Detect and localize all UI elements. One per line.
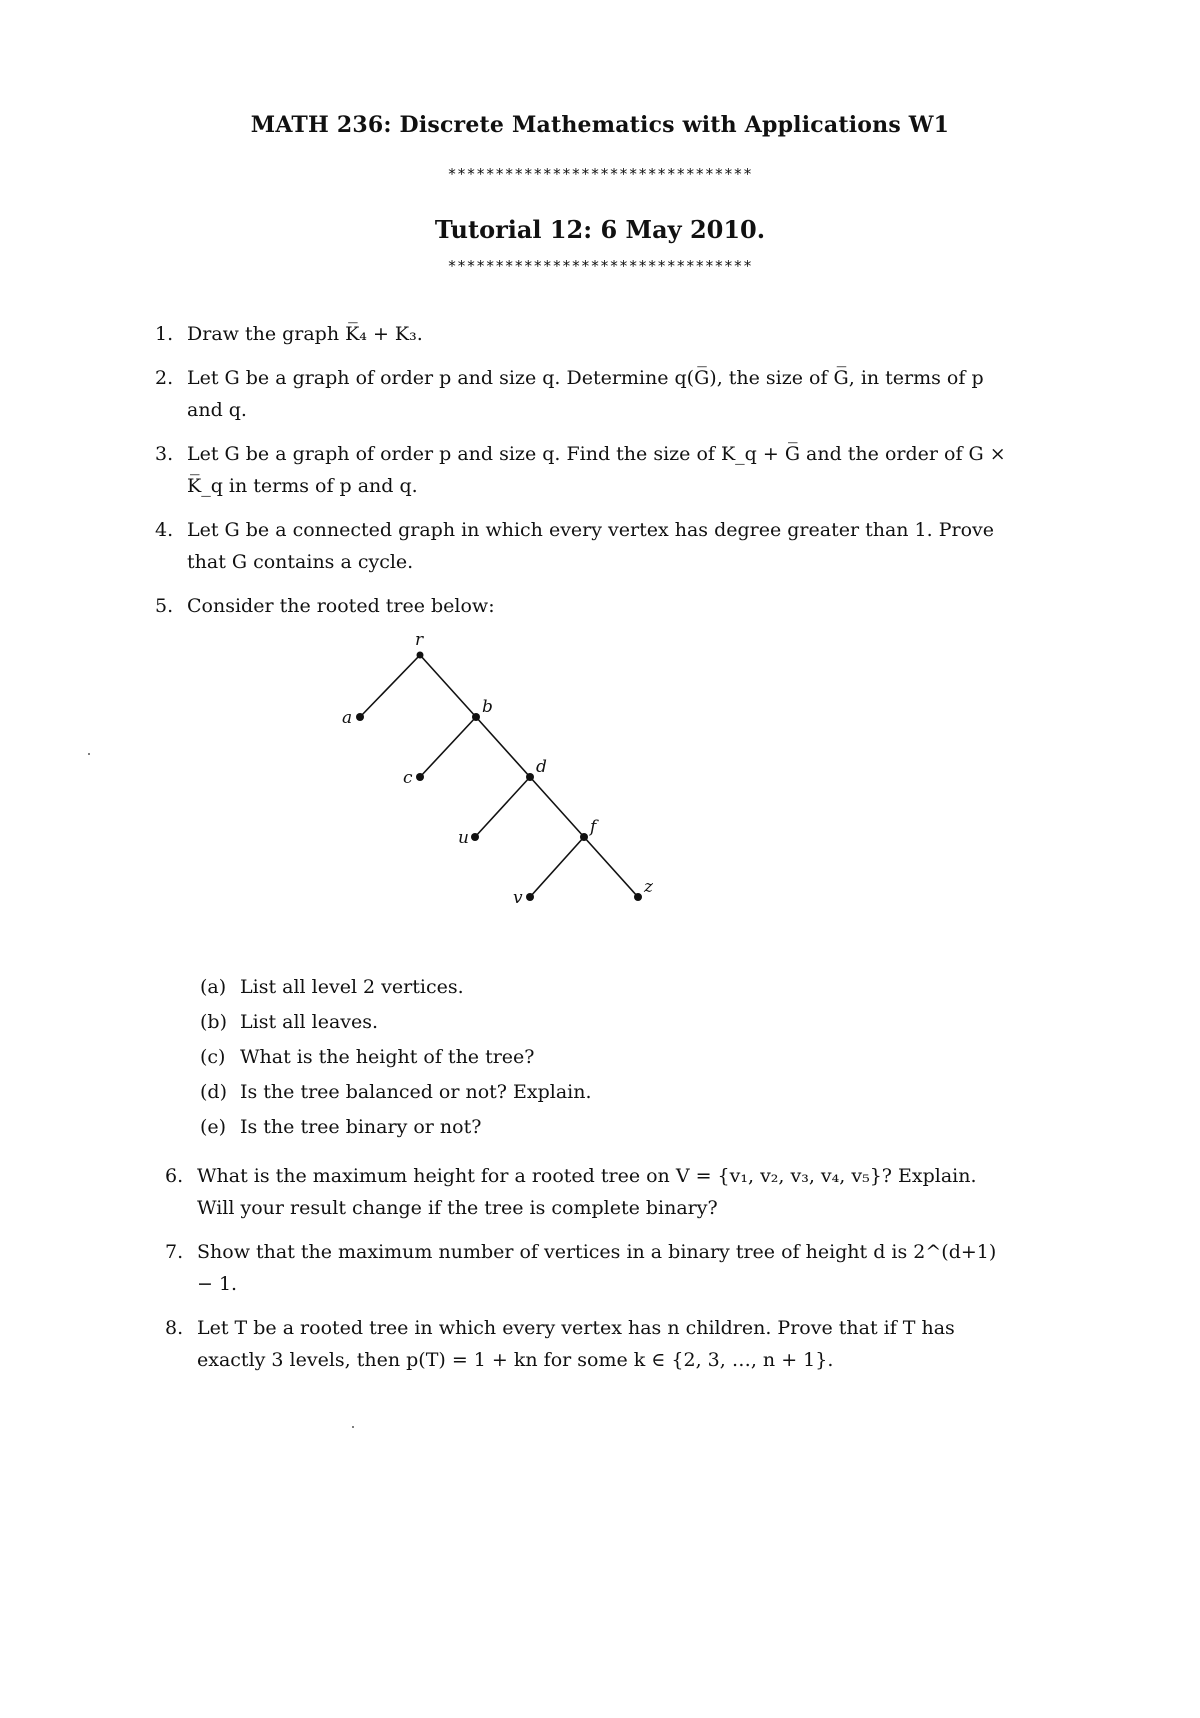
subquestion-a bbox=[200, 970, 592, 1005]
problem-4 bbox=[155, 514, 1010, 578]
problem-number: 5. bbox=[155, 595, 174, 617]
subquestion-b bbox=[200, 1005, 592, 1040]
rooted-tree-diagram bbox=[330, 625, 690, 905]
problem-1 bbox=[155, 318, 1010, 350]
edge-b-c bbox=[420, 717, 476, 777]
problem-number: 7. bbox=[165, 1241, 184, 1263]
vertex-d bbox=[526, 773, 534, 781]
subquestion-text: Is the tree binary or not? bbox=[240, 1116, 482, 1138]
vertex-v bbox=[526, 893, 534, 901]
subquestion-label: (a) bbox=[200, 976, 227, 998]
problem-number: 8. bbox=[165, 1317, 184, 1339]
subquestion-label: (c) bbox=[200, 1046, 226, 1068]
problem-2 bbox=[155, 362, 1010, 426]
problem-list-continued bbox=[165, 1160, 1010, 1388]
problem-number: 6. bbox=[165, 1165, 184, 1187]
problem-text: Let T be a rooted tree in which every vertex has n children. Prove that if T has exactly 3 levels, then p(T) = 1 + kn for some k ∈ {2, 3, …, n + 1}. bbox=[197, 1317, 955, 1371]
problem-number: 2. bbox=[155, 367, 174, 389]
edge-d-u bbox=[475, 777, 530, 837]
subquestion-list bbox=[200, 970, 592, 1145]
scan-speck bbox=[352, 1426, 354, 1428]
star-divider-top: ******************************** bbox=[447, 165, 753, 183]
edge-f-z bbox=[584, 837, 638, 897]
problem-7 bbox=[165, 1236, 1010, 1300]
vertex-c bbox=[416, 773, 424, 781]
problem-number: 3. bbox=[155, 443, 174, 465]
label-f: f bbox=[590, 817, 597, 837]
subquestion-c bbox=[200, 1040, 592, 1075]
vertex-r bbox=[417, 652, 424, 659]
vertex-u bbox=[471, 833, 479, 841]
label-b: b bbox=[482, 697, 493, 717]
label-d: d bbox=[536, 757, 547, 777]
subquestion-text: What is the height of the tree? bbox=[240, 1046, 535, 1068]
label-c: c bbox=[403, 768, 413, 788]
subquestion-label: (e) bbox=[200, 1116, 227, 1138]
edge-d-f bbox=[530, 777, 584, 837]
problem-number: 4. bbox=[155, 519, 174, 541]
vertex-z bbox=[634, 893, 642, 901]
scan-speck bbox=[88, 753, 90, 755]
subquestion-label: (b) bbox=[200, 1011, 227, 1033]
problem-list bbox=[155, 318, 1010, 634]
problem-text: Let G be a connected graph in which every vertex has degree greater than 1. Prove that G contains a cycle. bbox=[187, 519, 994, 573]
subquestion-text: List all level 2 vertices. bbox=[240, 976, 464, 998]
star-divider-bottom: ******************************** bbox=[447, 257, 753, 275]
label-r: r bbox=[415, 630, 424, 650]
label-a: a bbox=[342, 708, 353, 728]
subquestion-text: Is the tree balanced or not? Explain. bbox=[240, 1081, 592, 1103]
vertex-f bbox=[580, 833, 588, 841]
vertex-a bbox=[356, 713, 364, 721]
edge-b-d bbox=[476, 717, 530, 777]
label-v: v bbox=[513, 888, 523, 905]
problem-text: Show that the maximum number of vertices in a binary tree of height d is 2^(d+1) − 1. bbox=[197, 1241, 997, 1295]
problem-text: Let G be a graph of order p and size q. Determine q(G̅), the size of G̅, in terms of p and q. bbox=[187, 367, 984, 421]
edge-f-v bbox=[530, 837, 584, 897]
problem-5 bbox=[155, 590, 1010, 622]
subquestion-label: (d) bbox=[200, 1081, 227, 1103]
problem-text: Let G be a graph of order p and size q. Find the size of K_q + G̅ and the order of G × K̅_q in terms of p and q. bbox=[187, 443, 1006, 497]
label-u: u bbox=[458, 828, 469, 848]
problem-number: 1. bbox=[155, 323, 174, 345]
problem-8 bbox=[165, 1312, 1010, 1376]
course-title: MATH 236: Discrete Mathematics with Applications W1 bbox=[250, 112, 950, 138]
subquestion-d bbox=[200, 1075, 592, 1110]
subquestion-e bbox=[200, 1110, 592, 1145]
problem-3 bbox=[155, 438, 1010, 502]
problem-text: Draw the graph K̅₄ + K₃. bbox=[187, 323, 423, 345]
problem-text: Consider the rooted tree below: bbox=[187, 595, 495, 617]
edge-r-a bbox=[360, 655, 420, 717]
problem-6 bbox=[165, 1160, 1010, 1224]
vertex-b bbox=[472, 713, 480, 721]
label-z: z bbox=[644, 877, 653, 897]
subquestion-text: List all leaves. bbox=[240, 1011, 379, 1033]
tutorial-title: Tutorial 12: 6 May 2010. bbox=[434, 215, 766, 244]
edge-r-b bbox=[420, 655, 476, 717]
problem-text: What is the maximum height for a rooted tree on V = {v₁, v₂, v₃, v₄, v₅}? Explain. Will your result change if the tree is complete binary? bbox=[197, 1165, 977, 1219]
